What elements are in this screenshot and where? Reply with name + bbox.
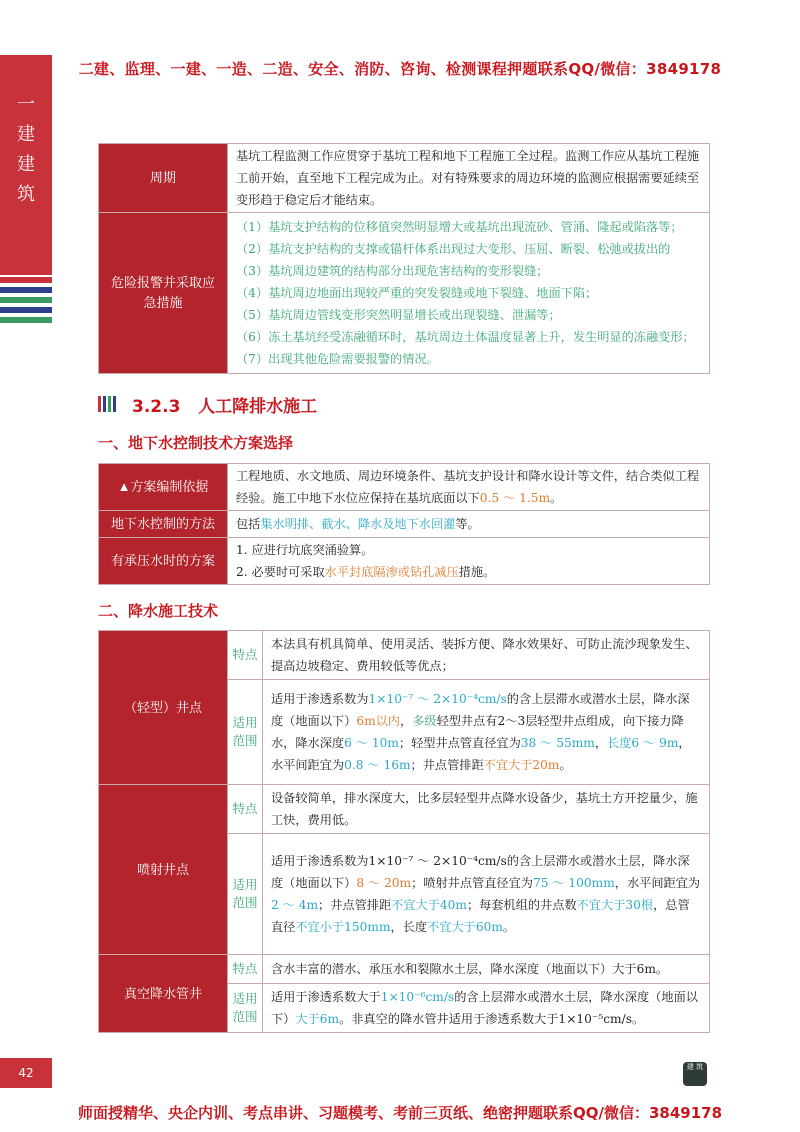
stripe-blue [0, 287, 52, 293]
side-label: 一建建筑 [17, 94, 35, 205]
scope-label: 适用范围 [228, 680, 263, 785]
alarm-item: （1）基坑支护结构的位移值突然明显增大或基坑出现流砂、管涌、隆起或陷落等； [236, 220, 683, 234]
section-title: 3.2.3 人工降排水施工 [132, 397, 318, 417]
feature-label: 特点 [228, 631, 263, 680]
stripe-green-2 [0, 317, 52, 323]
stripe-green [0, 297, 52, 303]
alarm-item: （3）基坑周边建筑的结构部分出现危害结构的变形裂缝； [236, 264, 549, 278]
alarm-item: （7）出现其他危险需要报警的情况。 [236, 352, 439, 366]
vacuum-feature-text: 含水丰富的潜水、承压水和裂隙水土层，降水深度（地面以下）大于6m。 [263, 955, 710, 984]
plan-table [98, 463, 710, 585]
alarm-list [228, 213, 710, 374]
alarm-item: （5）基坑周边管线变形突然明显增长或出现裂缝、泄漏等； [236, 308, 561, 322]
monitoring-table [98, 143, 710, 374]
basis-label: ▲方案编制依据 [99, 464, 228, 511]
basis-text: 工程地质、水文地质、周边环境条件、基坑支护设计和降水设计等文件，结合类似工程经验。施工中地下水位应保持在基坑底面以下0.5 ～ 1.5m。 [228, 464, 710, 511]
scope-label: 适用范围 [228, 834, 263, 955]
alarm-item: （2）基坑支护结构的支撑或锚杆体系出现过大变形、压屈、断裂、松弛或拔出的 [236, 242, 671, 256]
feature-label: 特点 [228, 785, 263, 834]
alarm-label: 危险报警并采取应急措施 [99, 213, 228, 374]
header-banner: 二建、监理、一建、一造、二造、安全、消防、咨询、检测课程押题联系QQ/微信：3849178 [78, 60, 722, 78]
heading-groundwater-plan: 一、地下水控制技术方案选择 [98, 434, 294, 452]
vacuum-scope-text: 适用于渗透系数大于1×10⁻⁶cm/s的含上层滞水或潜水土层，降水深度（地面以下）大于6m。非真空的降水管井适用于渗透系数大于1×10⁻⁵cm/s。 [263, 984, 710, 1033]
stripe-blue-2 [0, 307, 52, 313]
light-feature-text: 本法具有机具简单、使用灵活、装拆方便、降水效果好、可防止流沙现象发生、提高边坡稳定、费用较低等优点； [263, 631, 710, 680]
scope-label: 适用范围 [228, 984, 263, 1033]
light-scope-text: 适用于渗透系数为1×10⁻⁷ ～ 2×10⁻⁴cm/s的含上层滞水或潜水土层，降水深度（地面以下）6m以内，多级轻型井点有2～3层轻型井点组成，向下接力降水，降水深度6 ～ 10m；轻型井点管直径宜为38 ～ 55mm，长度6 ～ 9m，水平间距宜为0.8 ～ 16m；井点管排距不宜大于20m。 [263, 680, 710, 785]
alarm-item: （6）冻土基坑经受冻融循环时，基坑周边土体温度显著上升，发生明显的冻融变形； [236, 330, 695, 344]
section-bars-icon [98, 396, 124, 412]
heading-dewatering: 二、降水施工技术 [98, 602, 219, 620]
method-text: 包括集水明排、截水、降水及地下水回灌等。 [228, 511, 710, 538]
jet-feature-text: 设备较简单，排水深度大，比多层轻型井点降水设备少，基坑土方开挖量少，施工快，费用低。 [263, 785, 710, 834]
page-number: 42 [0, 1058, 52, 1088]
jet-wellpoint-label: 喷射井点 [99, 785, 228, 955]
dewatering-table [98, 630, 710, 1033]
light-wellpoint-label: （轻型）井点 [99, 631, 228, 785]
stripe-red [0, 277, 52, 283]
footer-banner: 师面授精华、央企内训、考点串讲、习题模考、考前三页纸、绝密押题联系QQ/微信：3849178 [77, 1104, 723, 1122]
period-text: 基坑工程监测工作应贯穿于基坑工程和地下工程施工全过程。监测工作应从基坑工程施工前开始，直至地下工程完成为止。对有特殊要求的周边环境的监测应根据需要延续至变形趋于稳定后才能结束。 [228, 144, 710, 213]
method-label: 地下水控制的方法 [99, 511, 228, 538]
confined-label: 有承压水时的方案 [99, 538, 228, 585]
publisher-logo-icon: 建 筑 [683, 1062, 707, 1086]
alarm-item: （4）基坑周边地面出现较严重的突发裂缝或地下裂缝、地面下陷； [236, 286, 598, 300]
jet-scope-text: 适用于渗透系数为1×10⁻⁷ ～ 2×10⁻⁴cm/s的含上层滞水或潜水土层，降水深度（地面以下）8 ～ 20m；喷射井点管直径宜为75 ～ 100mm，水平间距宜为2 ～ 4m；井点管排距不宜大于40m；每套机组的井点数不宜大于30根，总管直径不宜小于150mm，长度不宜大于60m。 [263, 834, 710, 955]
period-label: 周期 [99, 144, 228, 213]
vacuum-well-label: 真空降水管井 [99, 955, 228, 1033]
feature-label: 特点 [228, 955, 263, 984]
confined-text: 1. 应进行坑底突涌验算。 2. 必要时可采取水平封底隔渗或钻孔减压措施。 [228, 538, 710, 585]
